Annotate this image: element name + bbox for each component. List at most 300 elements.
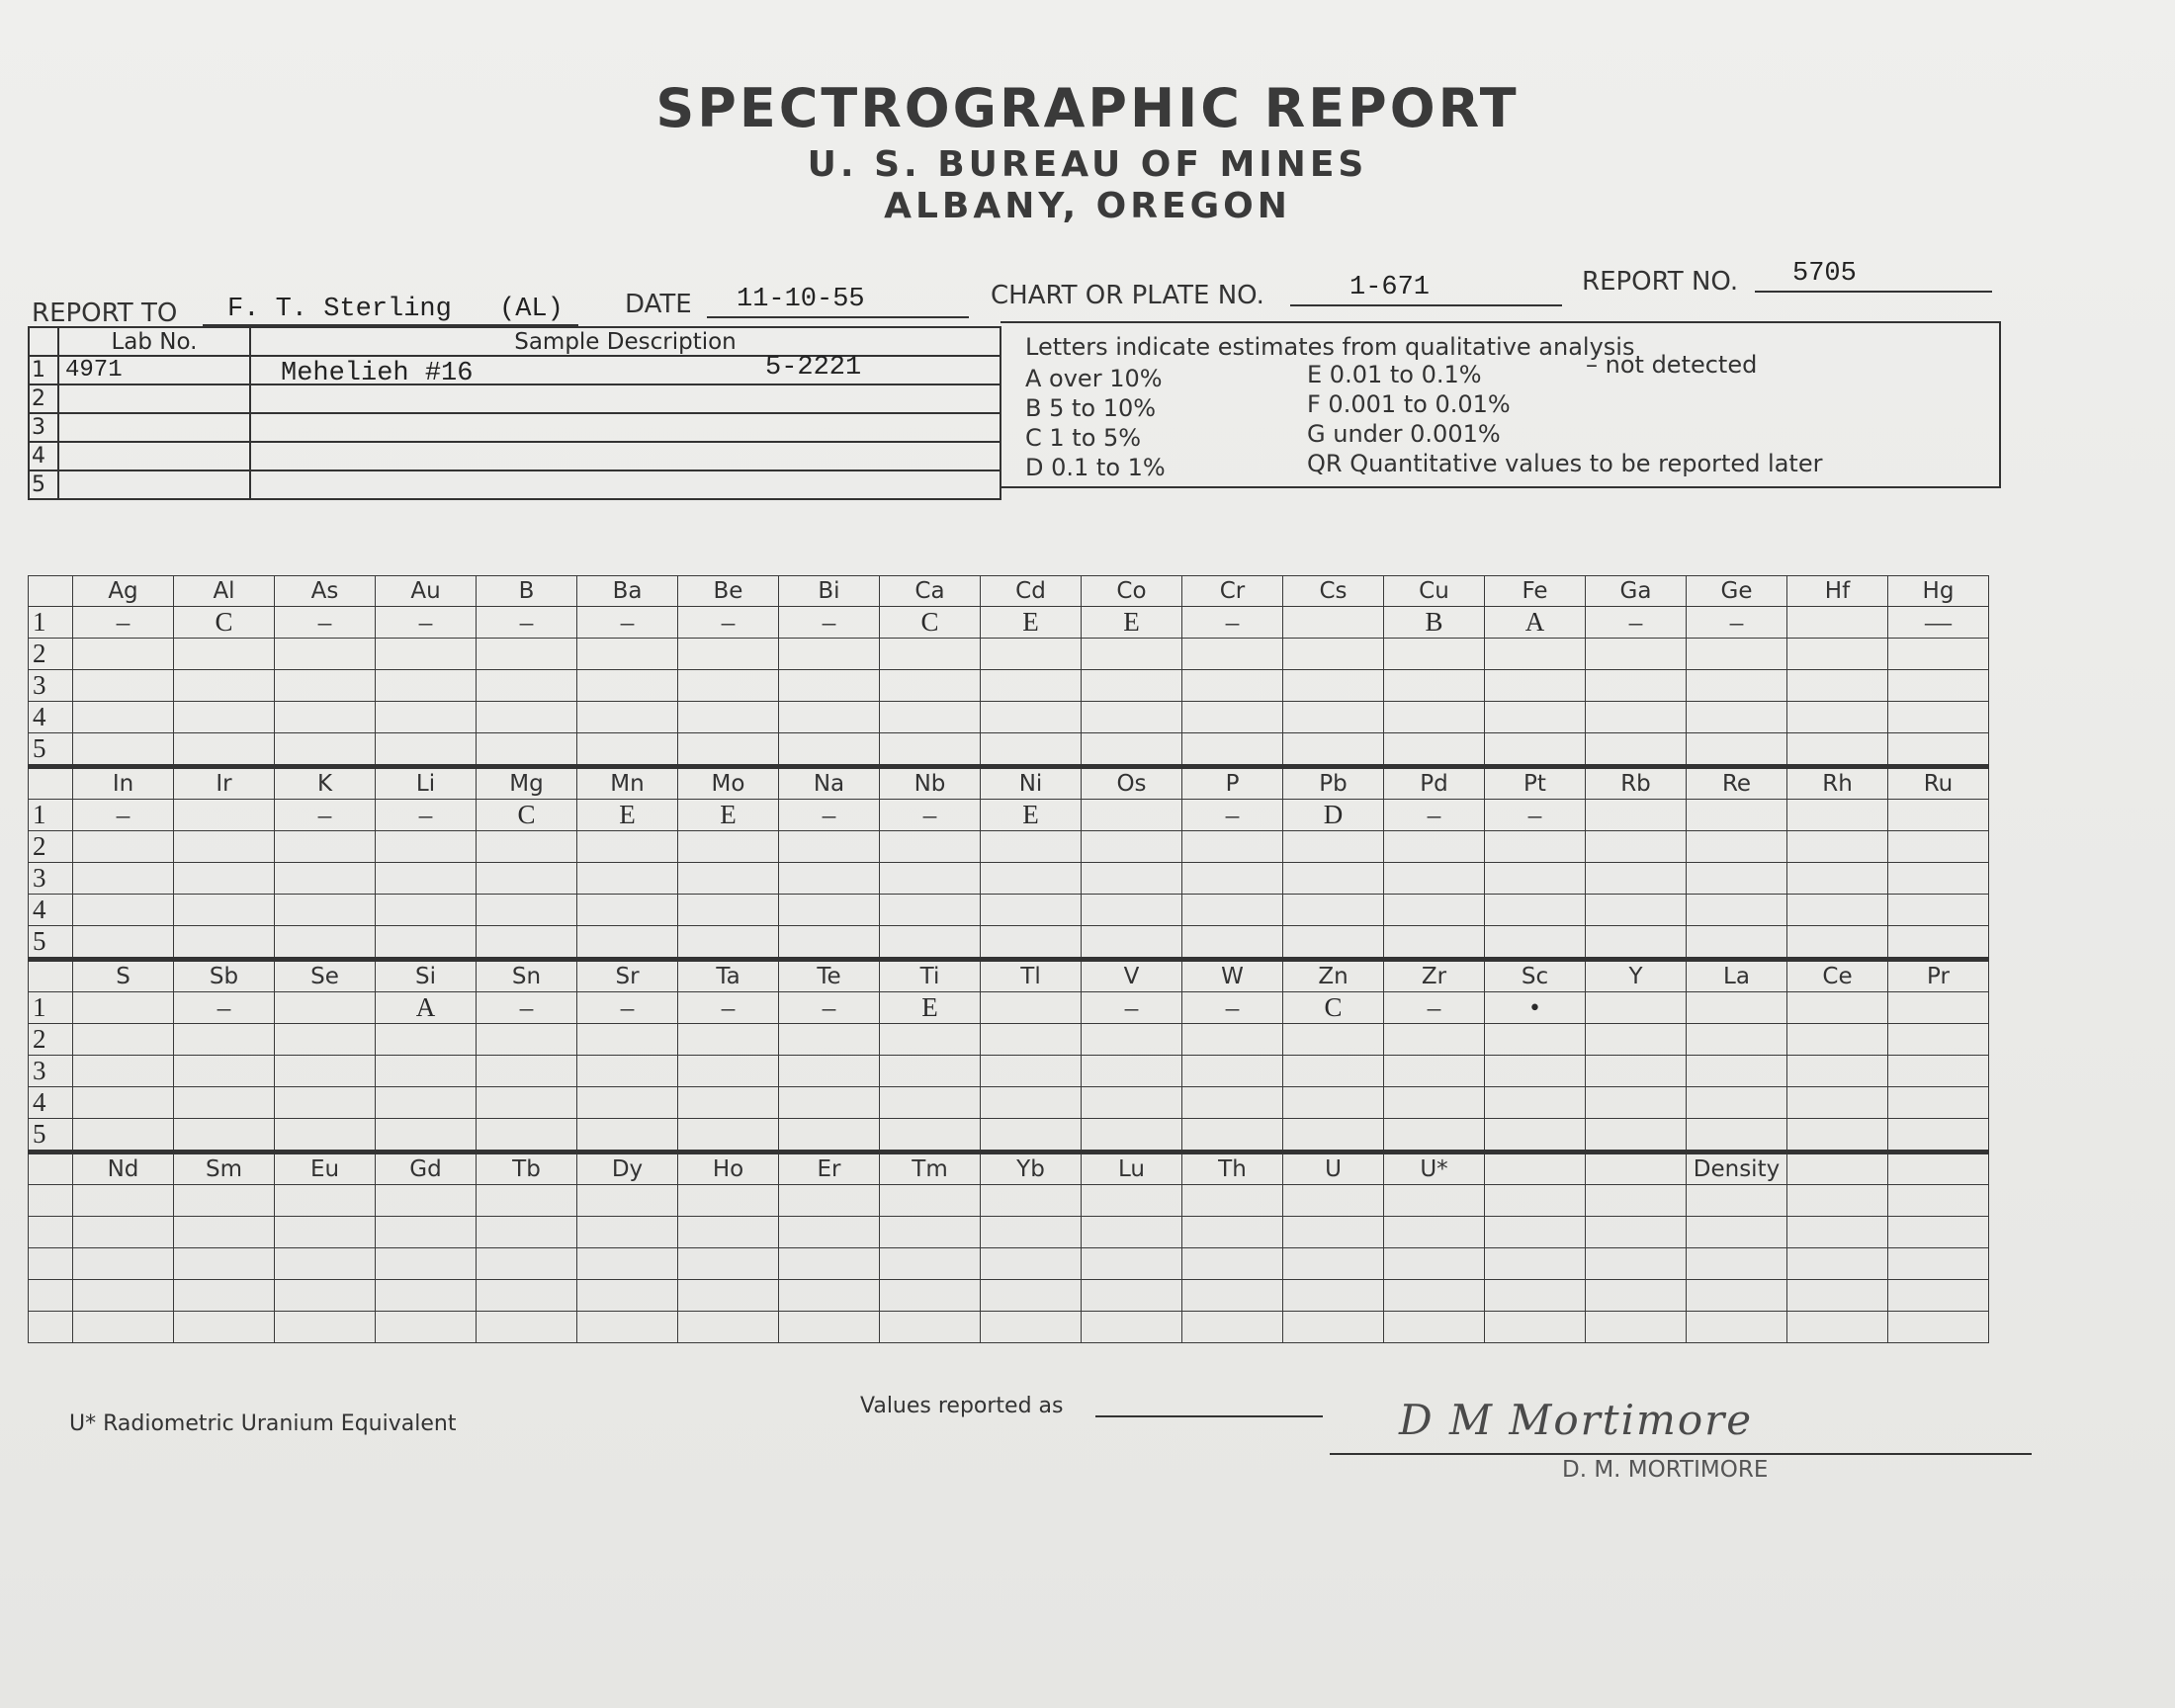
sample-description-cell bbox=[250, 470, 1000, 499]
date-field bbox=[707, 285, 969, 318]
element-cell bbox=[73, 1087, 174, 1119]
element-cell bbox=[275, 1248, 376, 1280]
element-cell bbox=[1787, 1056, 1888, 1087]
element-cell bbox=[577, 926, 678, 960]
element-cell: – bbox=[1182, 992, 1283, 1024]
legend-f: F 0.001 to 0.01% bbox=[1307, 390, 1511, 418]
element-cell bbox=[577, 1119, 678, 1153]
element-cell bbox=[1384, 895, 1485, 926]
element-cell bbox=[1888, 1024, 1989, 1056]
element-cell bbox=[981, 702, 1082, 733]
element-cell bbox=[1687, 1087, 1787, 1119]
element-cell bbox=[779, 1119, 880, 1153]
element-cell bbox=[275, 992, 376, 1024]
element-cell bbox=[1283, 670, 1384, 702]
element-cell bbox=[678, 1087, 779, 1119]
element-cell: Ba bbox=[577, 576, 678, 607]
element-cell bbox=[73, 1056, 174, 1087]
values-reported-label: Values reported as bbox=[860, 1394, 1064, 1418]
element-cell: P bbox=[1182, 767, 1283, 800]
element-cell: Pb bbox=[1283, 767, 1384, 800]
report-to-field bbox=[203, 295, 578, 326]
element-cell bbox=[1787, 670, 1888, 702]
sample-table bbox=[28, 326, 1001, 500]
element-cell bbox=[1082, 733, 1182, 767]
lab-no-header: Lab No. bbox=[58, 327, 250, 356]
element-cell bbox=[577, 1024, 678, 1056]
element-cell: – bbox=[1182, 800, 1283, 831]
element-cell: – bbox=[174, 992, 275, 1024]
row-number-cell: 2 bbox=[29, 831, 73, 863]
element-cell bbox=[1586, 926, 1687, 960]
element-cell: – bbox=[1485, 800, 1586, 831]
element-cell bbox=[678, 670, 779, 702]
element-cell bbox=[1586, 702, 1687, 733]
element-cell bbox=[174, 1185, 275, 1217]
element-cell: – bbox=[1384, 800, 1485, 831]
lab-no-cell bbox=[58, 413, 250, 442]
element-value-row bbox=[29, 639, 1989, 670]
element-cell: Dy bbox=[577, 1153, 678, 1185]
signature: D M Mortimore bbox=[1399, 1396, 1754, 1444]
element-cell bbox=[1082, 926, 1182, 960]
element-value-row bbox=[29, 1280, 1989, 1312]
element-cell bbox=[1787, 926, 1888, 960]
element-cell bbox=[577, 831, 678, 863]
element-cell bbox=[275, 895, 376, 926]
element-cell bbox=[1687, 1217, 1787, 1248]
element-cell bbox=[73, 831, 174, 863]
element-cell bbox=[376, 1087, 477, 1119]
element-cell bbox=[174, 733, 275, 767]
element-cell bbox=[1384, 1056, 1485, 1087]
element-value-row bbox=[29, 1217, 1989, 1248]
element-cell bbox=[477, 895, 577, 926]
element-cell bbox=[1384, 733, 1485, 767]
element-cell bbox=[1787, 1280, 1888, 1312]
element-cell bbox=[477, 639, 577, 670]
element-cell bbox=[174, 702, 275, 733]
element-cell bbox=[981, 1087, 1082, 1119]
element-cell: – bbox=[1687, 607, 1787, 639]
element-cell bbox=[174, 1280, 275, 1312]
element-cell bbox=[1283, 1217, 1384, 1248]
sample-row-number: 3 bbox=[29, 413, 58, 442]
element-cell bbox=[1586, 1280, 1687, 1312]
element-cell bbox=[1082, 1217, 1182, 1248]
element-cell: Mo bbox=[678, 767, 779, 800]
element-cell bbox=[981, 831, 1082, 863]
element-cell: E bbox=[577, 800, 678, 831]
row-number-cell: 3 bbox=[29, 1056, 73, 1087]
element-cell bbox=[779, 670, 880, 702]
element-cell bbox=[981, 1185, 1082, 1217]
element-cell bbox=[678, 1185, 779, 1217]
element-cell bbox=[880, 639, 981, 670]
element-cell bbox=[1787, 639, 1888, 670]
element-cell bbox=[1687, 992, 1787, 1024]
agency-location: ALBANY, OREGON bbox=[884, 186, 1291, 226]
element-cell bbox=[1687, 670, 1787, 702]
element-cell bbox=[1384, 1119, 1485, 1153]
legend-g: G under 0.001% bbox=[1307, 420, 1501, 448]
row-number-cell bbox=[29, 1185, 73, 1217]
row-number-cell: 2 bbox=[29, 1024, 73, 1056]
row-number-cell: 1 bbox=[29, 992, 73, 1024]
date-label: DATE bbox=[625, 290, 692, 319]
element-cell bbox=[1687, 1312, 1787, 1343]
element-cell: Sm bbox=[174, 1153, 275, 1185]
element-cell bbox=[1888, 992, 1989, 1024]
element-cell bbox=[981, 895, 1082, 926]
lab-no-cell bbox=[58, 470, 250, 499]
element-cell bbox=[1283, 702, 1384, 733]
element-cell: Nd bbox=[73, 1153, 174, 1185]
element-cell: – bbox=[275, 800, 376, 831]
element-cell bbox=[1384, 1185, 1485, 1217]
element-cell bbox=[275, 863, 376, 895]
element-cell: C bbox=[880, 607, 981, 639]
element-cell: U* bbox=[1384, 1153, 1485, 1185]
element-cell bbox=[1687, 1024, 1787, 1056]
element-cell bbox=[981, 1312, 1082, 1343]
row-number-cell: 3 bbox=[29, 863, 73, 895]
element-cell bbox=[1687, 1119, 1787, 1153]
sample-row-number: 2 bbox=[29, 384, 58, 413]
element-value-row bbox=[29, 863, 1989, 895]
element-cell bbox=[1082, 1024, 1182, 1056]
element-cell bbox=[1888, 1056, 1989, 1087]
element-cell bbox=[981, 1024, 1082, 1056]
element-cell: A bbox=[376, 992, 477, 1024]
element-cell bbox=[1787, 607, 1888, 639]
element-cell bbox=[779, 702, 880, 733]
element-cell bbox=[174, 863, 275, 895]
element-cell bbox=[1586, 670, 1687, 702]
element-cell: Y bbox=[1586, 960, 1687, 992]
element-cell bbox=[376, 639, 477, 670]
row-number-cell: 4 bbox=[29, 1087, 73, 1119]
element-cell bbox=[1082, 670, 1182, 702]
element-cell bbox=[477, 863, 577, 895]
element-cell: Lu bbox=[1082, 1153, 1182, 1185]
element-cell bbox=[880, 1024, 981, 1056]
element-cell bbox=[880, 1119, 981, 1153]
element-cell bbox=[174, 895, 275, 926]
element-cell bbox=[678, 1024, 779, 1056]
element-cell: E bbox=[981, 800, 1082, 831]
report-title: SPECTROGRAPHIC REPORT bbox=[655, 77, 1520, 139]
sample-description-cell bbox=[250, 413, 1000, 442]
element-cell bbox=[1082, 1185, 1182, 1217]
element-cell bbox=[174, 1024, 275, 1056]
element-cell bbox=[73, 1217, 174, 1248]
sample-row-number: 1 bbox=[29, 356, 58, 384]
element-cell: Tb bbox=[477, 1153, 577, 1185]
element-cell bbox=[1384, 863, 1485, 895]
element-cell bbox=[73, 1312, 174, 1343]
element-cell bbox=[1283, 1056, 1384, 1087]
legend-b: B 5 to 10% bbox=[1025, 394, 1157, 422]
element-cell bbox=[1787, 1217, 1888, 1248]
element-cell: Ti bbox=[880, 960, 981, 992]
element-cell bbox=[1485, 1185, 1586, 1217]
element-cell bbox=[1082, 639, 1182, 670]
element-cell bbox=[779, 733, 880, 767]
element-cell bbox=[779, 1056, 880, 1087]
sample-row-number: 4 bbox=[29, 442, 58, 470]
element-cell bbox=[1485, 639, 1586, 670]
element-cell: Ca bbox=[880, 576, 981, 607]
element-cell bbox=[1687, 1248, 1787, 1280]
element-cell bbox=[1888, 895, 1989, 926]
element-cell bbox=[1687, 1185, 1787, 1217]
sample-header-row bbox=[29, 327, 1000, 356]
element-cell bbox=[73, 733, 174, 767]
element-cell bbox=[577, 733, 678, 767]
element-cell bbox=[174, 1056, 275, 1087]
element-cell bbox=[678, 733, 779, 767]
element-cell bbox=[1384, 702, 1485, 733]
element-cell bbox=[376, 1248, 477, 1280]
element-cell bbox=[1787, 1087, 1888, 1119]
element-cell: La bbox=[1687, 960, 1787, 992]
element-cell bbox=[1384, 1087, 1485, 1119]
element-cell: – bbox=[477, 607, 577, 639]
element-cell: Pr bbox=[1888, 960, 1989, 992]
element-cell: E bbox=[678, 800, 779, 831]
element-cell bbox=[1182, 1119, 1283, 1153]
element-cell bbox=[477, 1280, 577, 1312]
element-cell: In bbox=[73, 767, 174, 800]
element-cell bbox=[174, 670, 275, 702]
element-cell bbox=[880, 702, 981, 733]
element-cell bbox=[1787, 1153, 1888, 1185]
report-no-field bbox=[1755, 259, 1992, 293]
element-cell bbox=[174, 1119, 275, 1153]
element-cell: Sb bbox=[174, 960, 275, 992]
element-cell bbox=[73, 1280, 174, 1312]
element-cell: Density bbox=[1687, 1153, 1787, 1185]
element-cell bbox=[1485, 702, 1586, 733]
element-cell: Tm bbox=[880, 1153, 981, 1185]
element-cell bbox=[577, 1280, 678, 1312]
element-cell bbox=[1888, 639, 1989, 670]
element-cell: Cr bbox=[1182, 576, 1283, 607]
agency-name: U. S. BUREAU OF MINES bbox=[807, 144, 1368, 185]
element-cell bbox=[779, 831, 880, 863]
element-cell bbox=[1787, 800, 1888, 831]
row-number-cell: 1 bbox=[29, 800, 73, 831]
element-cell bbox=[1182, 1248, 1283, 1280]
row-number-cell bbox=[29, 1280, 73, 1312]
element-cell: Bi bbox=[779, 576, 880, 607]
element-cell bbox=[779, 1024, 880, 1056]
element-cell bbox=[1787, 1248, 1888, 1280]
element-cell: – bbox=[577, 992, 678, 1024]
element-cell bbox=[477, 926, 577, 960]
element-cell bbox=[1485, 1312, 1586, 1343]
element-value-row bbox=[29, 1312, 1989, 1343]
row-number-cell: 4 bbox=[29, 702, 73, 733]
element-cell bbox=[1586, 800, 1687, 831]
element-cell: – bbox=[1182, 607, 1283, 639]
element-cell bbox=[1384, 1248, 1485, 1280]
element-cell: E bbox=[880, 992, 981, 1024]
element-cell: Ir bbox=[174, 767, 275, 800]
element-value-row bbox=[29, 1185, 1989, 1217]
element-cell bbox=[678, 1056, 779, 1087]
element-cell: Sn bbox=[477, 960, 577, 992]
element-cell bbox=[678, 1312, 779, 1343]
element-cell bbox=[678, 702, 779, 733]
element-cell bbox=[73, 670, 174, 702]
element-cell: Mg bbox=[477, 767, 577, 800]
element-cell: A bbox=[1485, 607, 1586, 639]
element-cell bbox=[779, 1248, 880, 1280]
element-cell: Zr bbox=[1384, 960, 1485, 992]
element-cell bbox=[1888, 863, 1989, 895]
element-cell bbox=[1586, 831, 1687, 863]
element-cell bbox=[981, 863, 1082, 895]
element-cell: – bbox=[1384, 992, 1485, 1024]
element-cell bbox=[1485, 895, 1586, 926]
element-cell bbox=[477, 1087, 577, 1119]
element-cell bbox=[1888, 926, 1989, 960]
element-cell bbox=[1384, 1312, 1485, 1343]
element-cell: – bbox=[577, 607, 678, 639]
element-cell bbox=[678, 1280, 779, 1312]
element-cell bbox=[1888, 800, 1989, 831]
element-cell bbox=[1888, 1185, 1989, 1217]
element-cell bbox=[1485, 1056, 1586, 1087]
element-cell bbox=[174, 639, 275, 670]
element-cell bbox=[577, 863, 678, 895]
element-cell: Se bbox=[275, 960, 376, 992]
element-header-row bbox=[29, 576, 1989, 607]
element-cell bbox=[275, 702, 376, 733]
element-cell bbox=[376, 1119, 477, 1153]
element-cell bbox=[880, 1280, 981, 1312]
element-cell bbox=[678, 1217, 779, 1248]
element-cell: V bbox=[1082, 960, 1182, 992]
element-cell bbox=[1687, 926, 1787, 960]
element-value-row bbox=[29, 800, 1989, 831]
element-cell bbox=[1787, 733, 1888, 767]
element-cell: C bbox=[174, 607, 275, 639]
element-cell: B bbox=[477, 576, 577, 607]
element-cell bbox=[1283, 1119, 1384, 1153]
sample-description-cell bbox=[250, 353, 1000, 388]
element-cell bbox=[981, 1248, 1082, 1280]
element-cell bbox=[1283, 895, 1384, 926]
element-cell bbox=[376, 1217, 477, 1248]
element-cell bbox=[275, 1056, 376, 1087]
element-cell bbox=[981, 992, 1082, 1024]
element-cell: E bbox=[1082, 607, 1182, 639]
element-cell bbox=[73, 1185, 174, 1217]
element-cell bbox=[1787, 863, 1888, 895]
element-value-row bbox=[29, 992, 1989, 1024]
element-cell bbox=[1283, 863, 1384, 895]
element-cell bbox=[1888, 1248, 1989, 1280]
element-cell: Li bbox=[376, 767, 477, 800]
element-cell: Cd bbox=[981, 576, 1082, 607]
element-cell bbox=[477, 1217, 577, 1248]
element-cell bbox=[275, 1024, 376, 1056]
lab-no-cell: 4971 bbox=[58, 356, 250, 384]
element-cell: Tl bbox=[981, 960, 1082, 992]
element-cell bbox=[376, 1185, 477, 1217]
element-cell bbox=[678, 895, 779, 926]
element-cell bbox=[880, 926, 981, 960]
sample-row bbox=[29, 470, 1000, 499]
element-cell bbox=[779, 1185, 880, 1217]
row-number-cell bbox=[29, 767, 73, 800]
element-cell bbox=[174, 1217, 275, 1248]
element-cell bbox=[779, 1087, 880, 1119]
element-cell bbox=[1485, 831, 1586, 863]
element-cell bbox=[275, 639, 376, 670]
element-cell bbox=[577, 1248, 678, 1280]
element-cell bbox=[1586, 1087, 1687, 1119]
element-cell bbox=[1687, 863, 1787, 895]
element-cell bbox=[376, 1312, 477, 1343]
element-cell bbox=[1082, 895, 1182, 926]
legend-intro: Letters indicate estimates from qualitative analysis bbox=[1025, 333, 1635, 361]
element-cell bbox=[981, 733, 1082, 767]
element-cell bbox=[1182, 1185, 1283, 1217]
element-cell bbox=[73, 1119, 174, 1153]
element-cell bbox=[1182, 1312, 1283, 1343]
element-cell bbox=[577, 1217, 678, 1248]
element-cell bbox=[779, 895, 880, 926]
element-cell bbox=[275, 1280, 376, 1312]
element-cell bbox=[477, 1119, 577, 1153]
element-cell bbox=[1687, 733, 1787, 767]
element-cell bbox=[1586, 992, 1687, 1024]
element-cell bbox=[73, 1248, 174, 1280]
element-cell bbox=[1787, 1119, 1888, 1153]
element-value-row bbox=[29, 1248, 1989, 1280]
chart-plate-field bbox=[1290, 273, 1562, 306]
signature-line bbox=[1330, 1396, 2032, 1455]
element-cell bbox=[174, 926, 275, 960]
element-cell bbox=[1586, 1056, 1687, 1087]
element-cell bbox=[1182, 1280, 1283, 1312]
element-cell bbox=[880, 1312, 981, 1343]
uranium-note: U* Radiometric Uranium Equivalent bbox=[69, 1411, 457, 1436]
element-cell bbox=[1082, 1280, 1182, 1312]
element-value-row bbox=[29, 831, 1989, 863]
row-number-cell: 1 bbox=[29, 607, 73, 639]
element-cell bbox=[1687, 702, 1787, 733]
element-cell bbox=[376, 702, 477, 733]
sample-row bbox=[29, 442, 1000, 470]
element-cell: As bbox=[275, 576, 376, 607]
element-cell bbox=[577, 702, 678, 733]
element-cell bbox=[1384, 831, 1485, 863]
element-cell: – bbox=[1586, 607, 1687, 639]
element-value-row bbox=[29, 1024, 1989, 1056]
element-cell bbox=[779, 639, 880, 670]
element-cell bbox=[981, 1217, 1082, 1248]
row-number-cell: 5 bbox=[29, 1119, 73, 1153]
element-cell bbox=[1485, 670, 1586, 702]
element-cell: Os bbox=[1082, 767, 1182, 800]
element-cell: – bbox=[880, 800, 981, 831]
element-cell: Ho bbox=[678, 1153, 779, 1185]
